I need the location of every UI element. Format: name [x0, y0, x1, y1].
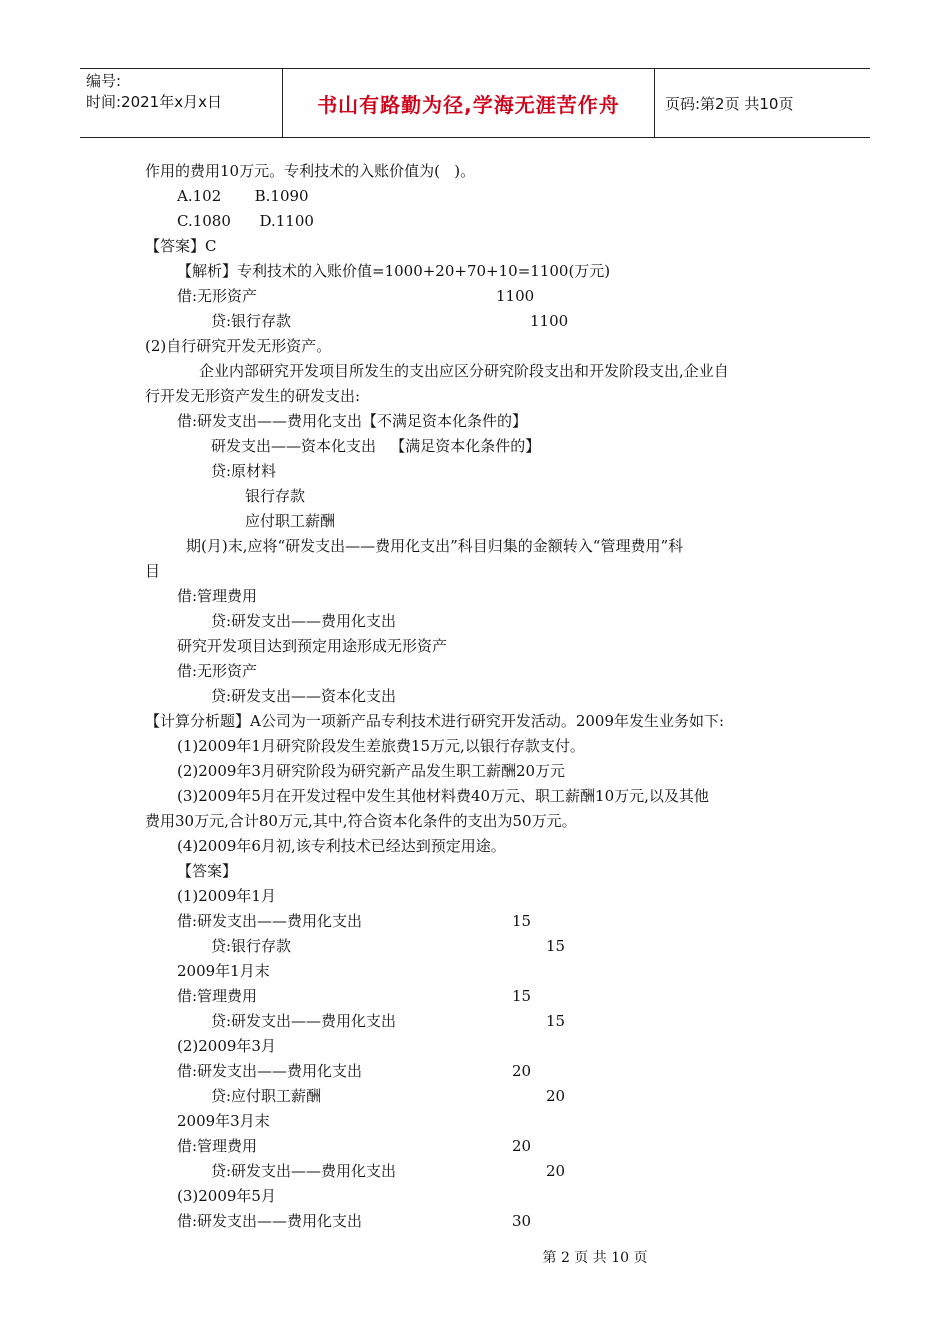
exercise-item: (2)2009年3月研究阶段为研究新产品发生职工薪酬20万元 — [177, 762, 566, 780]
option-line: A.102 B.1090 — [177, 187, 309, 205]
exercise-item: (4)2009年6月初,该专利技术已经达到预定用途。 — [177, 837, 506, 855]
journal-credit: 贷:研发支出——资本化支出 — [211, 687, 397, 705]
exercise-heading: 【计算分析题】A公司为一项新产品专利技术进行研究开发活动。2009年发生业务如下: — [145, 712, 725, 730]
header-motto: 书山有路勤为径,学海无涯苦作舟 — [283, 69, 655, 137]
option-line: C.1080 D.1100 — [177, 212, 314, 230]
journal-credit: 贷:研发支出——费用化支出 — [211, 612, 397, 630]
journal-debit: 研发支出——资本化支出 【满足资本化条件的】 — [211, 437, 541, 455]
paragraph-line: 目 — [145, 562, 161, 580]
credit-amount: 20 — [546, 1087, 566, 1105]
section-heading: (2)自行研究开发无形资产。 — [145, 337, 332, 355]
debit-amount: 30 — [512, 1212, 532, 1230]
exercise-item: 费用30万元,合计80万元,其中,符合资本化条件的支出为50万元。 — [145, 812, 577, 830]
header-left-cell — [80, 69, 283, 137]
journal-credit: 贷:研发支出——费用化支出 — [211, 1012, 397, 1030]
journal-debit: 借:研发支出——费用化支出 — [177, 1212, 363, 1230]
analysis-line: 【解析】专利技术的入账价值=1000+20+70+10=1100(万元) — [177, 262, 611, 280]
debit-amount: 15 — [512, 987, 532, 1005]
paragraph-line: 研究开发项目达到预定用途形成无形资产 — [177, 637, 448, 655]
journal-debit: 借:管理费用 — [177, 1137, 258, 1155]
exercise-item: (3)2009年5月在开发过程中发生其他材料费40万元、职工薪酬10万元,以及其他 — [177, 787, 709, 805]
credit-amount: 15 — [546, 937, 566, 955]
journal-debit: 借:无形资产 — [177, 287, 258, 305]
step-heading: (2)2009年3月 — [177, 1037, 276, 1055]
journal-credit: 贷:原材料 — [211, 462, 277, 480]
journal-credit: 贷:应付职工薪酬 — [211, 1087, 322, 1105]
step-heading: 2009年3月末 — [177, 1112, 270, 1130]
credit-amount: 1100 — [530, 312, 569, 330]
journal-debit: 借:研发支出——费用化支出 — [177, 912, 363, 930]
header-page-indicator: 页码:第2页 共10页 — [665, 94, 794, 113]
step-heading: 2009年1月末 — [177, 962, 270, 980]
journal-credit: 银行存款 — [245, 487, 306, 505]
debit-amount: 20 — [512, 1137, 532, 1155]
journal-debit: 借:研发支出——费用化支出【不满足资本化条件的】 — [177, 412, 528, 430]
answer-line: 【答案】C — [145, 237, 217, 255]
journal-debit: 借:管理费用 — [177, 987, 258, 1005]
debit-amount: 15 — [512, 912, 532, 930]
journal-credit: 贷:研发支出——费用化支出 — [211, 1162, 397, 1180]
journal-credit: 应付职工薪酬 — [245, 512, 336, 530]
document-time-label: 时间:2021年x月x日 — [86, 93, 222, 111]
journal-credit: 贷:银行存款 — [211, 937, 292, 955]
journal-debit: 借:研发支出——费用化支出 — [177, 1062, 363, 1080]
journal-debit: 借:管理费用 — [177, 587, 258, 605]
debit-amount: 1100 — [496, 287, 535, 305]
document-number-label: 编号: — [86, 72, 122, 90]
text-line: 作用的费用10万元。专利技术的入账价值为( )。 — [145, 162, 476, 180]
page-footer: 第 2 页 共 10 页 — [542, 1250, 648, 1266]
credit-amount: 15 — [546, 1012, 566, 1030]
credit-amount: 20 — [546, 1162, 566, 1180]
step-heading: (1)2009年1月 — [177, 887, 276, 905]
answer-heading: 【答案】 — [177, 862, 238, 880]
paragraph-line: 行开发无形资产发生的研发支出: — [145, 387, 361, 405]
debit-amount: 20 — [512, 1062, 532, 1080]
journal-debit: 借:无形资产 — [177, 662, 258, 680]
journal-credit: 贷:银行存款 — [211, 312, 292, 330]
paragraph-line: 期(月)末,应将“研发支出——费用化支出”科目归集的金额转入“管理费用”科 — [186, 537, 684, 555]
step-heading: (3)2009年5月 — [177, 1187, 276, 1205]
page-header — [80, 68, 870, 138]
paragraph-line: 企业内部研究开发项目所发生的支出应区分研究阶段支出和开发阶段支出,企业自 — [199, 362, 729, 380]
exercise-item: (1)2009年1月研究阶段发生差旅费15万元,以银行存款支付。 — [177, 737, 585, 755]
